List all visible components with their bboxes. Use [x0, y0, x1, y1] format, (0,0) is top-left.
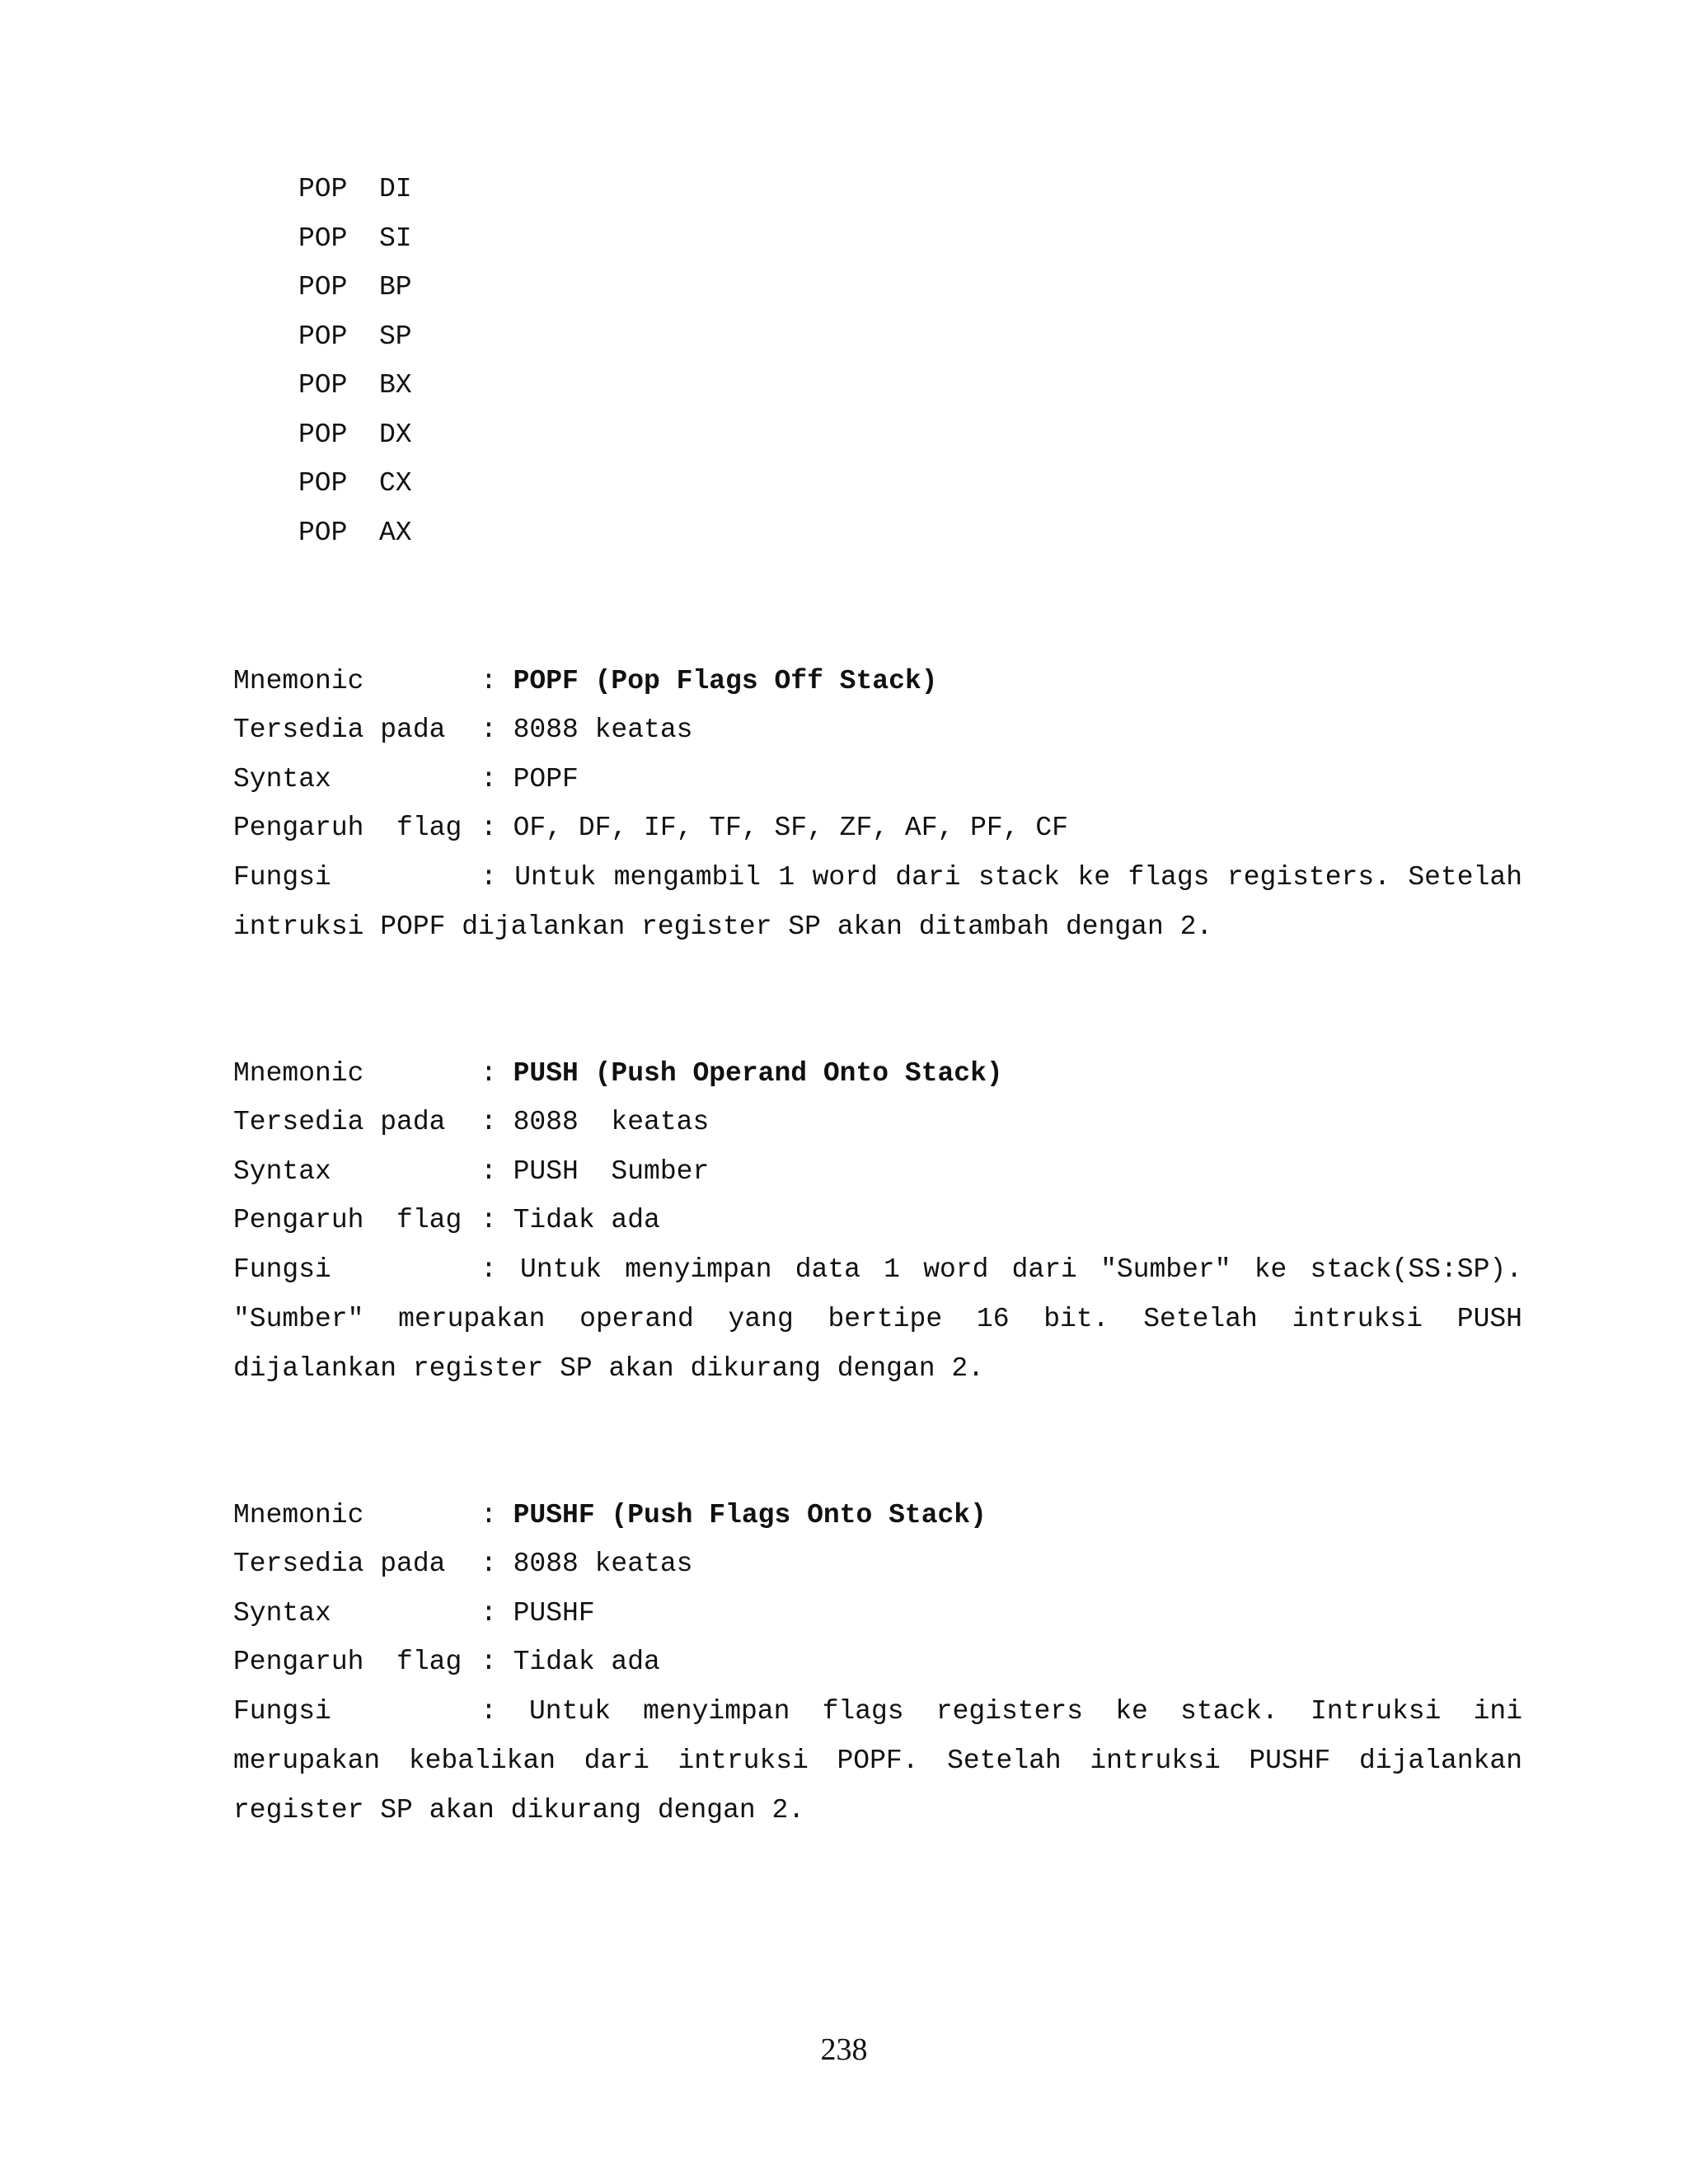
code-line: POP SP	[298, 321, 412, 352]
tersedia-row: Tersedia pada : 8088 keatas	[233, 1107, 710, 1137]
mnemonic-row: Mnemonic : PUSHF (Push Flags Onto Stack)	[233, 1500, 987, 1530]
tersedia-row: Tersedia pada : 8088 keatas	[233, 715, 693, 745]
fungsi-paragraph: Fungsi : Untuk menyimpan data 1 word dari "Sumber" ke stack(SS:SP). "Sumber" merupakan operand yang bertipe 16 bit. Setelah intruksi PUSH dijalankan register SP akan dikurang dengan 2.	[233, 1254, 1522, 1384]
fungsi-paragraph: Fungsi : Untuk menyimpan flags registers ke stack. Intruksi ini merupakan kebalikan dari intruksi POPF. Setelah intruksi PUSHF dijalankan register SP akan dikurang dengan 2.	[233, 1696, 1522, 1825]
code-line: POP AX	[298, 518, 412, 548]
mnemonic-row: Mnemonic : POPF (Pop Flags Off Stack)	[233, 666, 938, 696]
mnemonic-value: PUSHF (Push Flags Onto Stack)	[513, 1500, 987, 1530]
fungsi-paragraph: Fungsi : Untuk mengambil 1 word dari stack ke flags registers. Setelah intruksi POPF dijalankan register SP akan ditambah dengan 2.	[233, 862, 1522, 942]
tersedia-row: Tersedia pada : 8088 keatas	[233, 1549, 693, 1579]
code-line: POP BP	[298, 272, 412, 302]
code-line: POP CX	[298, 468, 412, 499]
syntax-row: Syntax : PUSH Sumber	[233, 1156, 710, 1187]
mnemonic-value: PUSH (Push Operand Onto Stack)	[513, 1058, 1003, 1089]
code-line: POP DX	[298, 419, 412, 450]
code-line: POP BX	[298, 370, 412, 401]
pengaruh-row: Pengaruh flag : Tidak ada	[233, 1647, 660, 1677]
mnemonic-row: Mnemonic : PUSH (Push Operand Onto Stack)	[233, 1058, 1003, 1089]
code-line: POP SI	[298, 223, 412, 254]
syntax-row: Syntax : POPF	[233, 764, 579, 794]
mnemonic-value: POPF (Pop Flags Off Stack)	[513, 666, 938, 696]
syntax-row: Syntax : PUSHF	[233, 1598, 595, 1629]
code-line: POP DI	[298, 174, 412, 204]
pengaruh-row: Pengaruh flag : OF, DF, IF, TF, SF, ZF, AF, PF, CF	[233, 813, 1068, 843]
pengaruh-row: Pengaruh flag : Tidak ada	[233, 1205, 660, 1235]
page-number: 238	[820, 2032, 868, 2067]
